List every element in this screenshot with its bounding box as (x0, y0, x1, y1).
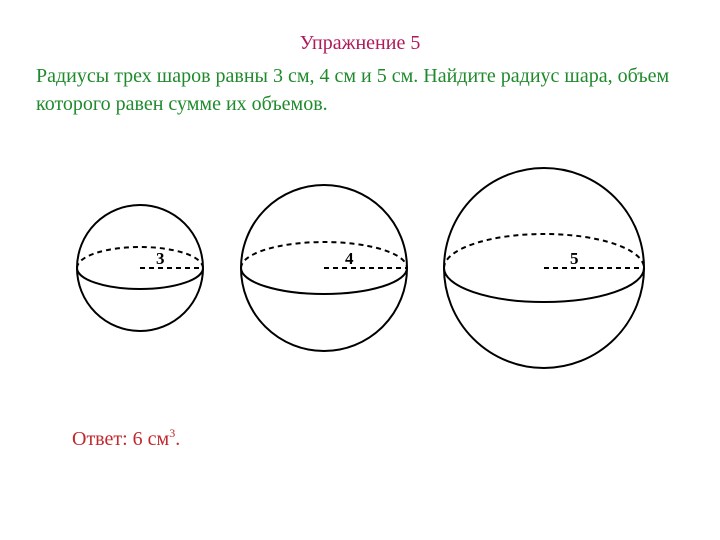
exercise-title: Упражнение 5 (299, 32, 421, 54)
radius-label: 5 (570, 249, 579, 268)
equator-back-dashed (241, 242, 407, 268)
answer-text (72, 426, 180, 451)
sphere-radius-5 (444, 168, 644, 368)
sphere-radius-3 (77, 205, 203, 331)
equator-front (241, 268, 407, 294)
equator-front (77, 268, 203, 289)
radius-label: 3 (156, 249, 165, 268)
answer-suffix: . (175, 428, 181, 450)
equator-back-dashed (444, 234, 644, 268)
radius-label: 4 (345, 249, 354, 268)
problem-statement: Радиусы трех шаров равны 3 см, 4 см и 5 см. Найдите радиус шара, объем которого равен сумме их объемов. (36, 65, 670, 115)
answer-superscript: 3 (169, 426, 176, 440)
equator-back-dashed (77, 247, 203, 268)
equator-front (444, 268, 644, 302)
answer-main: Ответ: 6 см (72, 428, 170, 450)
sphere-radius-4 (241, 185, 407, 351)
